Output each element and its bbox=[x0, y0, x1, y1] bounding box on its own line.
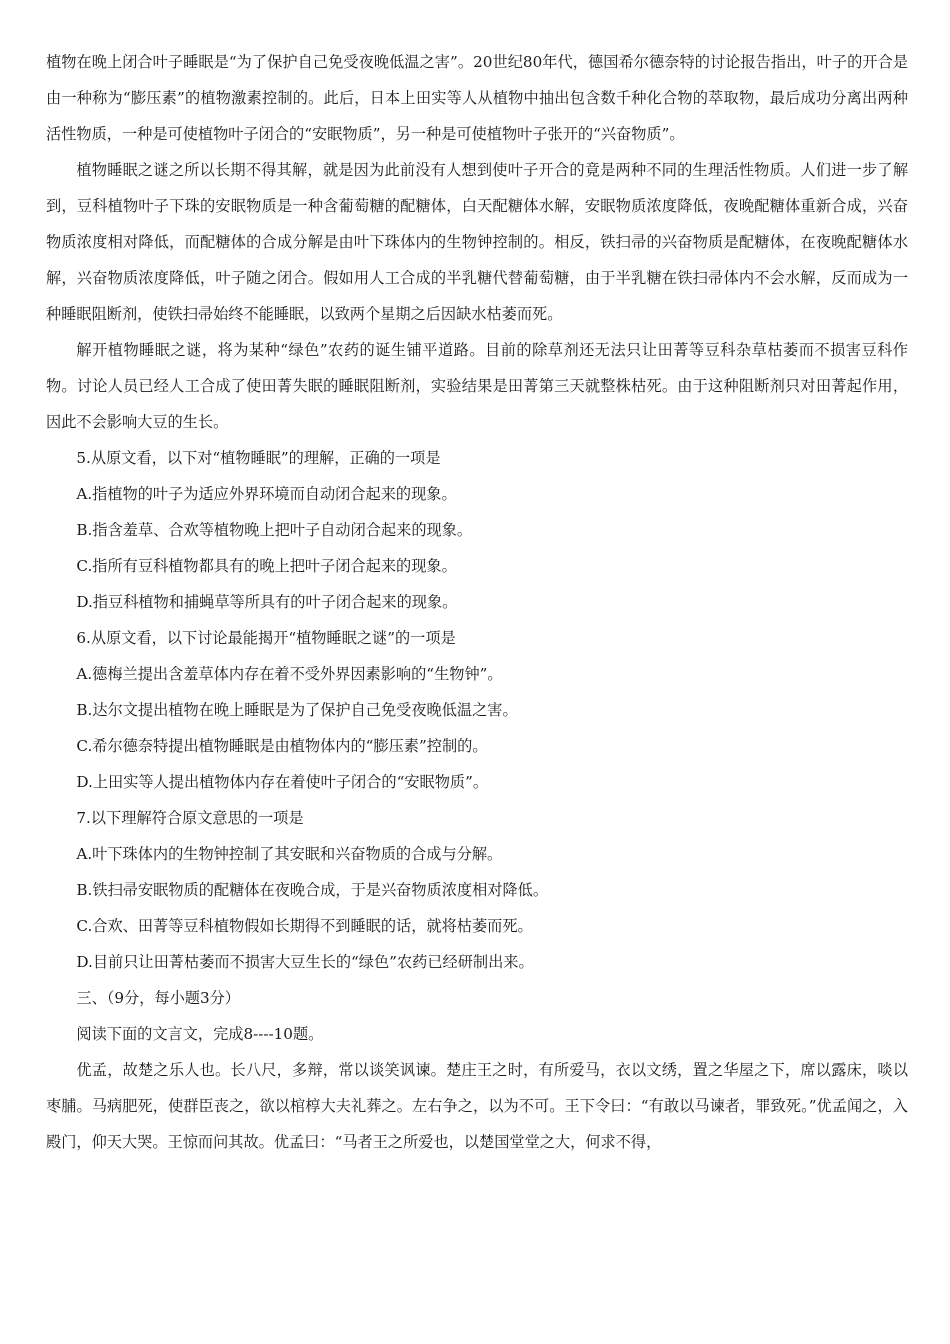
section-instruction: 阅读下面的文言文，完成8----10题。 bbox=[76, 1025, 324, 1043]
question-stem: 5.从原文看，以下对“植物睡眠”的理解，正确的一项是 bbox=[76, 449, 441, 467]
passage-paragraph-3: 解开植物睡眠之谜，将为某种“绿色”农药的诞生铺平道路。目前的除草剂还无法只让田菁等豆科杂草枯萎而不损害豆科作物。讨论人员已经人工合成了使田菁失眠的睡眠阻断剂，实验结果是田菁第三天就整株枯死。由于这种阻断剂只对田菁起作用，因此不会影响大豆的生长。 bbox=[46, 341, 908, 431]
question-option: C.希尔德奈特提出植物睡眠是由植物体内的“膨压素”控制的。 bbox=[76, 737, 488, 755]
question-5 bbox=[46, 440, 908, 620]
classical-text-paragraph: 优孟，故楚之乐人也。长八尺，多辩，常以谈笑讽谏。楚庄王之时，有所爱马，衣以文绣，置之华屋之下，席以露床，啖以枣脯。马病肥死，使群臣丧之，欲以棺椁大夫礼葬之。左右争之，以为不可。王下令曰：“有敢以马谏者，罪致死。”优孟闻之，入殿门，仰天大哭。王惊而问其故。优孟曰：“马者王之所爱也，以楚国堂堂之大，何求不得， bbox=[46, 1061, 908, 1151]
section-heading: 三、（9分，每小题3分） bbox=[76, 989, 240, 1007]
question-option: D.目前只让田菁枯萎而不损害大豆生长的“绿色”农药已经研制出来。 bbox=[76, 953, 534, 971]
question-stem: 6.从原文看，以下讨论最能揭开“植物睡眠之谜”的一项是 bbox=[76, 629, 456, 647]
question-option: B.铁扫帚安眠物质的配糖体在夜晚合成，于是兴奋物质浓度相对降低。 bbox=[76, 881, 549, 899]
question-option: D.指豆科植物和捕蝇草等所具有的叶子闭合起来的现象。 bbox=[76, 593, 458, 611]
question-option: A.指植物的叶子为适应外界环境而自动闭合起来的现象。 bbox=[76, 485, 457, 503]
document-page bbox=[46, 44, 908, 1160]
question-6 bbox=[46, 620, 908, 800]
question-option: B.指含羞草、合欢等植物晚上把叶子自动闭合起来的现象。 bbox=[76, 521, 473, 539]
passage-paragraph-2: 植物睡眠之谜之所以长期不得其解，就是因为此前没有人想到使叶子开合的竟是两种不同的生理活性物质。人们进一步了解到，豆科植物叶子下珠的安眠物质是一种含葡萄糖的配糖体，白天配糖体水解，安眠物质浓度降低，夜晚配糖体重新合成，兴奋物质浓度相对降低，而配糖体的合成分解是由叶下珠体内的生物钟控制的。相反，铁扫帚的兴奋物质是配糖体，在夜晚配糖体水解，兴奋物质浓度降低，叶子随之闭合。假如用人工合成的半乳糖代替葡萄糖，由于半乳糖在铁扫帚体内不会水解，反而成为一种睡眠阻断剂，使铁扫帚始终不能睡眠，以致两个星期之后因缺水枯萎而死。 bbox=[46, 161, 908, 323]
question-stem: 7.以下理解符合原文意思的一项是 bbox=[76, 809, 304, 827]
question-7 bbox=[46, 800, 908, 980]
question-option: A.叶下珠体内的生物钟控制了其安眠和兴奋物质的合成与分解。 bbox=[76, 845, 503, 863]
question-option: D.上田实等人提出植物体内存在着使叶子闭合的“安眠物质”。 bbox=[76, 773, 489, 791]
question-option: B.达尔文提出植物在晚上睡眠是为了保护自己免受夜晚低温之害。 bbox=[76, 701, 518, 719]
question-option: C.指所有豆科植物都具有的晚上把叶子闭合起来的现象。 bbox=[76, 557, 457, 575]
passage-paragraph-1: 植物在晚上闭合叶子睡眠是“为了保护自己免受夜晚低温之害”。20世纪80年代，德国希尔德奈特的讨论报告指出，叶子的开合是由一种称为“膨压素”的植物激素控制的。此后，日本上田实等人从植物中抽出包含数千种化合物的萃取物，最后成功分离出两种活性物质，一种是可使植物叶子闭合的“安眠物质”，另一种是可使植物叶子张开的“兴奋物质”。 bbox=[46, 53, 908, 143]
question-option: C.合欢、田菁等豆科植物假如长期得不到睡眠的话，就将枯萎而死。 bbox=[76, 917, 533, 935]
question-option: A.德梅兰提出含羞草体内存在着不受外界因素影响的“生物钟”。 bbox=[76, 665, 503, 683]
